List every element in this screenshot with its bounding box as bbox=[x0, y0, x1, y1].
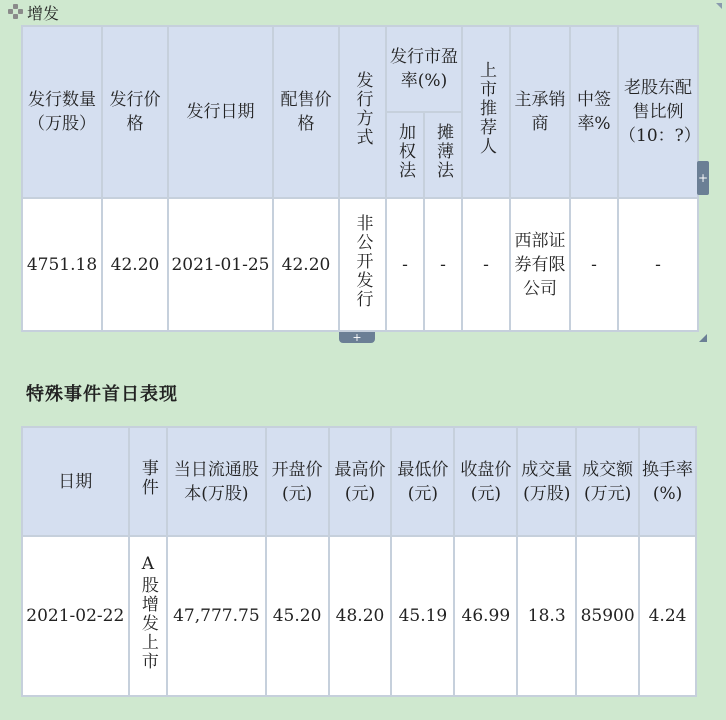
cell-issue-method: 非公开发行 bbox=[340, 199, 385, 330]
header-issue-quantity: 发行数量（万股） bbox=[23, 27, 101, 197]
cell-amount: 85900 bbox=[577, 537, 638, 695]
header-win-rate: 中签率% bbox=[571, 27, 617, 197]
header-issue-price: 发行价格 bbox=[103, 27, 167, 197]
table-row bbox=[23, 199, 697, 330]
cell-sponsor: - bbox=[463, 199, 509, 330]
expand-columns-button[interactable]: + bbox=[697, 161, 709, 195]
header-sponsor: 上市推荐人 bbox=[463, 27, 509, 197]
issue-table bbox=[21, 25, 699, 332]
header-pe-diluted: 摊薄法 bbox=[425, 113, 461, 197]
panel-header bbox=[8, 2, 59, 22]
header-placement-price: 配售价格 bbox=[274, 27, 338, 197]
header-issue-date: 发行日期 bbox=[169, 27, 272, 197]
header-float-shares: 当日流通股本(万股) bbox=[168, 428, 264, 535]
cell-issue-date: 2021-01-25 bbox=[169, 199, 272, 330]
cell-event: A股增发上市 bbox=[130, 537, 167, 695]
cell-close: 46.99 bbox=[455, 537, 516, 695]
header-low: 最低价(元) bbox=[392, 428, 453, 535]
panel-title: 增发 bbox=[27, 3, 60, 23]
cell-win-rate: - bbox=[571, 199, 617, 330]
cell-low: 45.19 bbox=[392, 537, 453, 695]
header-issue-pe: 发行市盈率(%) bbox=[387, 27, 461, 111]
header-open: 开盘价(元) bbox=[267, 428, 328, 535]
expand-rows-button[interactable]: + bbox=[339, 332, 375, 343]
section-title: 特殊事件首日表现 bbox=[26, 384, 178, 405]
cell-issue-quantity: 4751.18 bbox=[23, 199, 101, 330]
header-issue-method: 发行方式 bbox=[340, 27, 385, 197]
cell-allotment-ratio: - bbox=[619, 199, 697, 330]
cell-pe-weighted: - bbox=[387, 199, 423, 330]
header-allotment-ratio: 老股东配售比例（10：?） bbox=[619, 27, 697, 197]
cell-turnover: 4.24 bbox=[640, 537, 695, 695]
header-high: 最高价(元) bbox=[330, 428, 391, 535]
cell-float-shares: 47,777.75 bbox=[168, 537, 264, 695]
cell-issue-price: 42.20 bbox=[103, 199, 167, 330]
resize-grip-icon[interactable] bbox=[697, 332, 707, 342]
cell-high: 48.20 bbox=[330, 537, 391, 695]
header-volume: 成交量(万股) bbox=[518, 428, 575, 535]
header-close: 收盘价(元) bbox=[455, 428, 516, 535]
header-turnover: 换手率(%) bbox=[640, 428, 695, 535]
cell-underwriter: 西部证券有限公司 bbox=[511, 199, 569, 330]
move-handle-icon[interactable] bbox=[8, 4, 24, 20]
header-pe-weighted: 加权法 bbox=[387, 113, 423, 197]
cell-pe-diluted: - bbox=[425, 199, 461, 330]
cell-placement-price: 42.20 bbox=[274, 199, 338, 330]
header-underwriter: 主承销商 bbox=[511, 27, 569, 197]
header-event: 事件 bbox=[130, 428, 167, 535]
event-table bbox=[21, 426, 697, 697]
header-amount: 成交额(万元) bbox=[577, 428, 638, 535]
cell-volume: 18.3 bbox=[518, 537, 575, 695]
corner-marker bbox=[712, 3, 722, 13]
cell-date: 2021-02-22 bbox=[23, 537, 128, 695]
table-row bbox=[23, 537, 695, 695]
cell-open: 45.20 bbox=[267, 537, 328, 695]
header-date: 日期 bbox=[23, 428, 128, 535]
